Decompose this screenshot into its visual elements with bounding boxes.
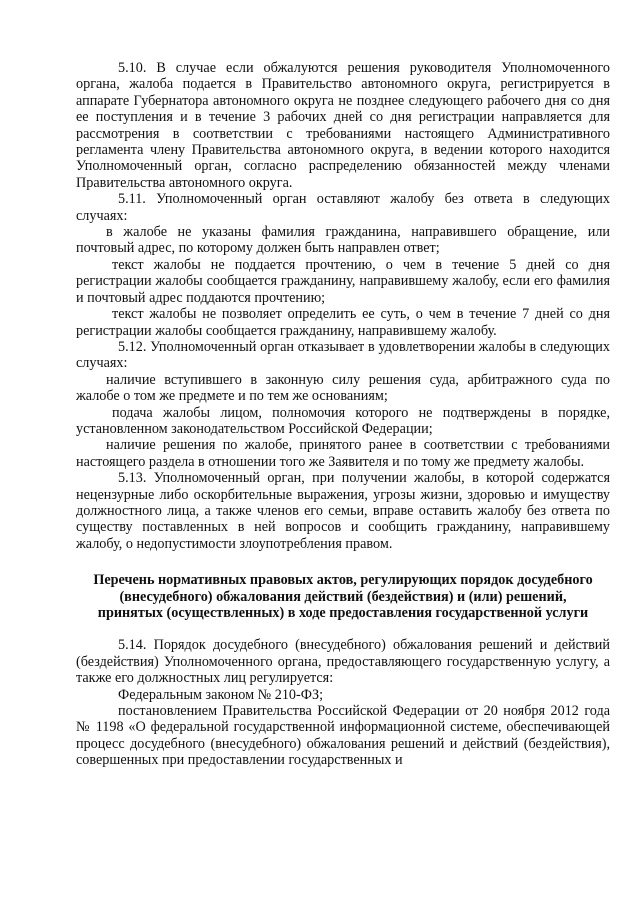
list-item: подача жалобы лицом, полномочия которого не подтверждены в порядке, установленном законодательством Российской Федерации; — [76, 404, 610, 437]
section-heading: Перечень нормативных правовых актов, регулирующих порядок досудебного (внесудебного) обжалования действий (бездействия) и (или) решений, принятых (осуществленных) в ходе предоставления государственной услуги — [93, 572, 593, 621]
list-item: текст жалобы не поддается прочтению, о чем в течение 5 дней со дня регистрации жалобы сообщается гражданину, направившему жалобу, если его фамилия и почтовый адрес поддаются прочтению; — [76, 256, 610, 306]
list-item: в жалобе не указаны фамилия гражданина, направившего обращение, или почтовый адрес, по которому должен быть направлен ответ; — [76, 224, 610, 257]
list-item: текст жалобы не позволяет определить ее суть, о чем в течение 7 дней со дня регистрации жалобы сообщается гражданину, направившему жалобу. — [76, 306, 610, 339]
list-item: наличие вступившего в законную силу решения суда, арбитражного суда по жалобе о том же предмете и по тем же основаниям; — [76, 371, 610, 405]
paragraph-5-10: 5.10. В случае если обжалуются решения руководителя Уполномоченного органа, жалоба подается в Правительство автономного округа, регистрируется в аппарате Губернатора автономного округа не позднее следующего рабочего дня со дня ее поступления и в течение 3 рабочих дней со дня регистрации направляется для рассмотрения в соответствии с требованиями настоящего Административного регламента члену Правительства автономного округа, в ведении которого находится Уполномоченный орган, согласно распределению обязанностей между членами Правительства автономного округа. — [76, 60, 610, 191]
list-item: Федеральным законом № 210-ФЗ; — [118, 686, 324, 703]
paragraph-5-13: 5.13. Уполномоченный орган, при получении жалобы, в которой содержатся нецензурные либо оскорбительные выражения, угрозы жизни, здоровью и имуществу должностного лица, а также членов его семьи, вправе оставить жалобу без ответа по существу поставленных в ней вопросов и сообщить гражданину, направившему жалобу, о недопустимости злоупотребления правом. — [76, 470, 610, 552]
paragraph-5-12: 5.12. Уполномоченный орган отказывает в удовлетворении жалобы в следующих случаях: — [76, 338, 610, 372]
paragraph-5-14: 5.14. Порядок досудебного (внесудебного) обжалования решений и действий (бездействия) Уполномоченного органа, предоставляющего государственную услугу, а также его должностных лиц регулируется: — [76, 637, 610, 687]
paragraph-5-11: 5.11. Уполномоченный орган оставляют жалобу без ответа в следующих случаях: — [76, 191, 610, 224]
spacer — [76, 621, 610, 637]
list-item: наличие решения по жалобе, принятого ранее в соответствии с требованиями настоящего раздела в отношении того же Заявителя и по тому же предмету жалобы. — [76, 437, 610, 470]
list-item: постановлением Правительства Российской Федерации от 20 ноября 2012 года № 1198 «О федеральной государственной информационной системе, обеспечивающей процесс досудебного (внесудебного) обжалования решений и действий (бездействия), совершенных при предоставлении государственных и — [76, 703, 610, 769]
